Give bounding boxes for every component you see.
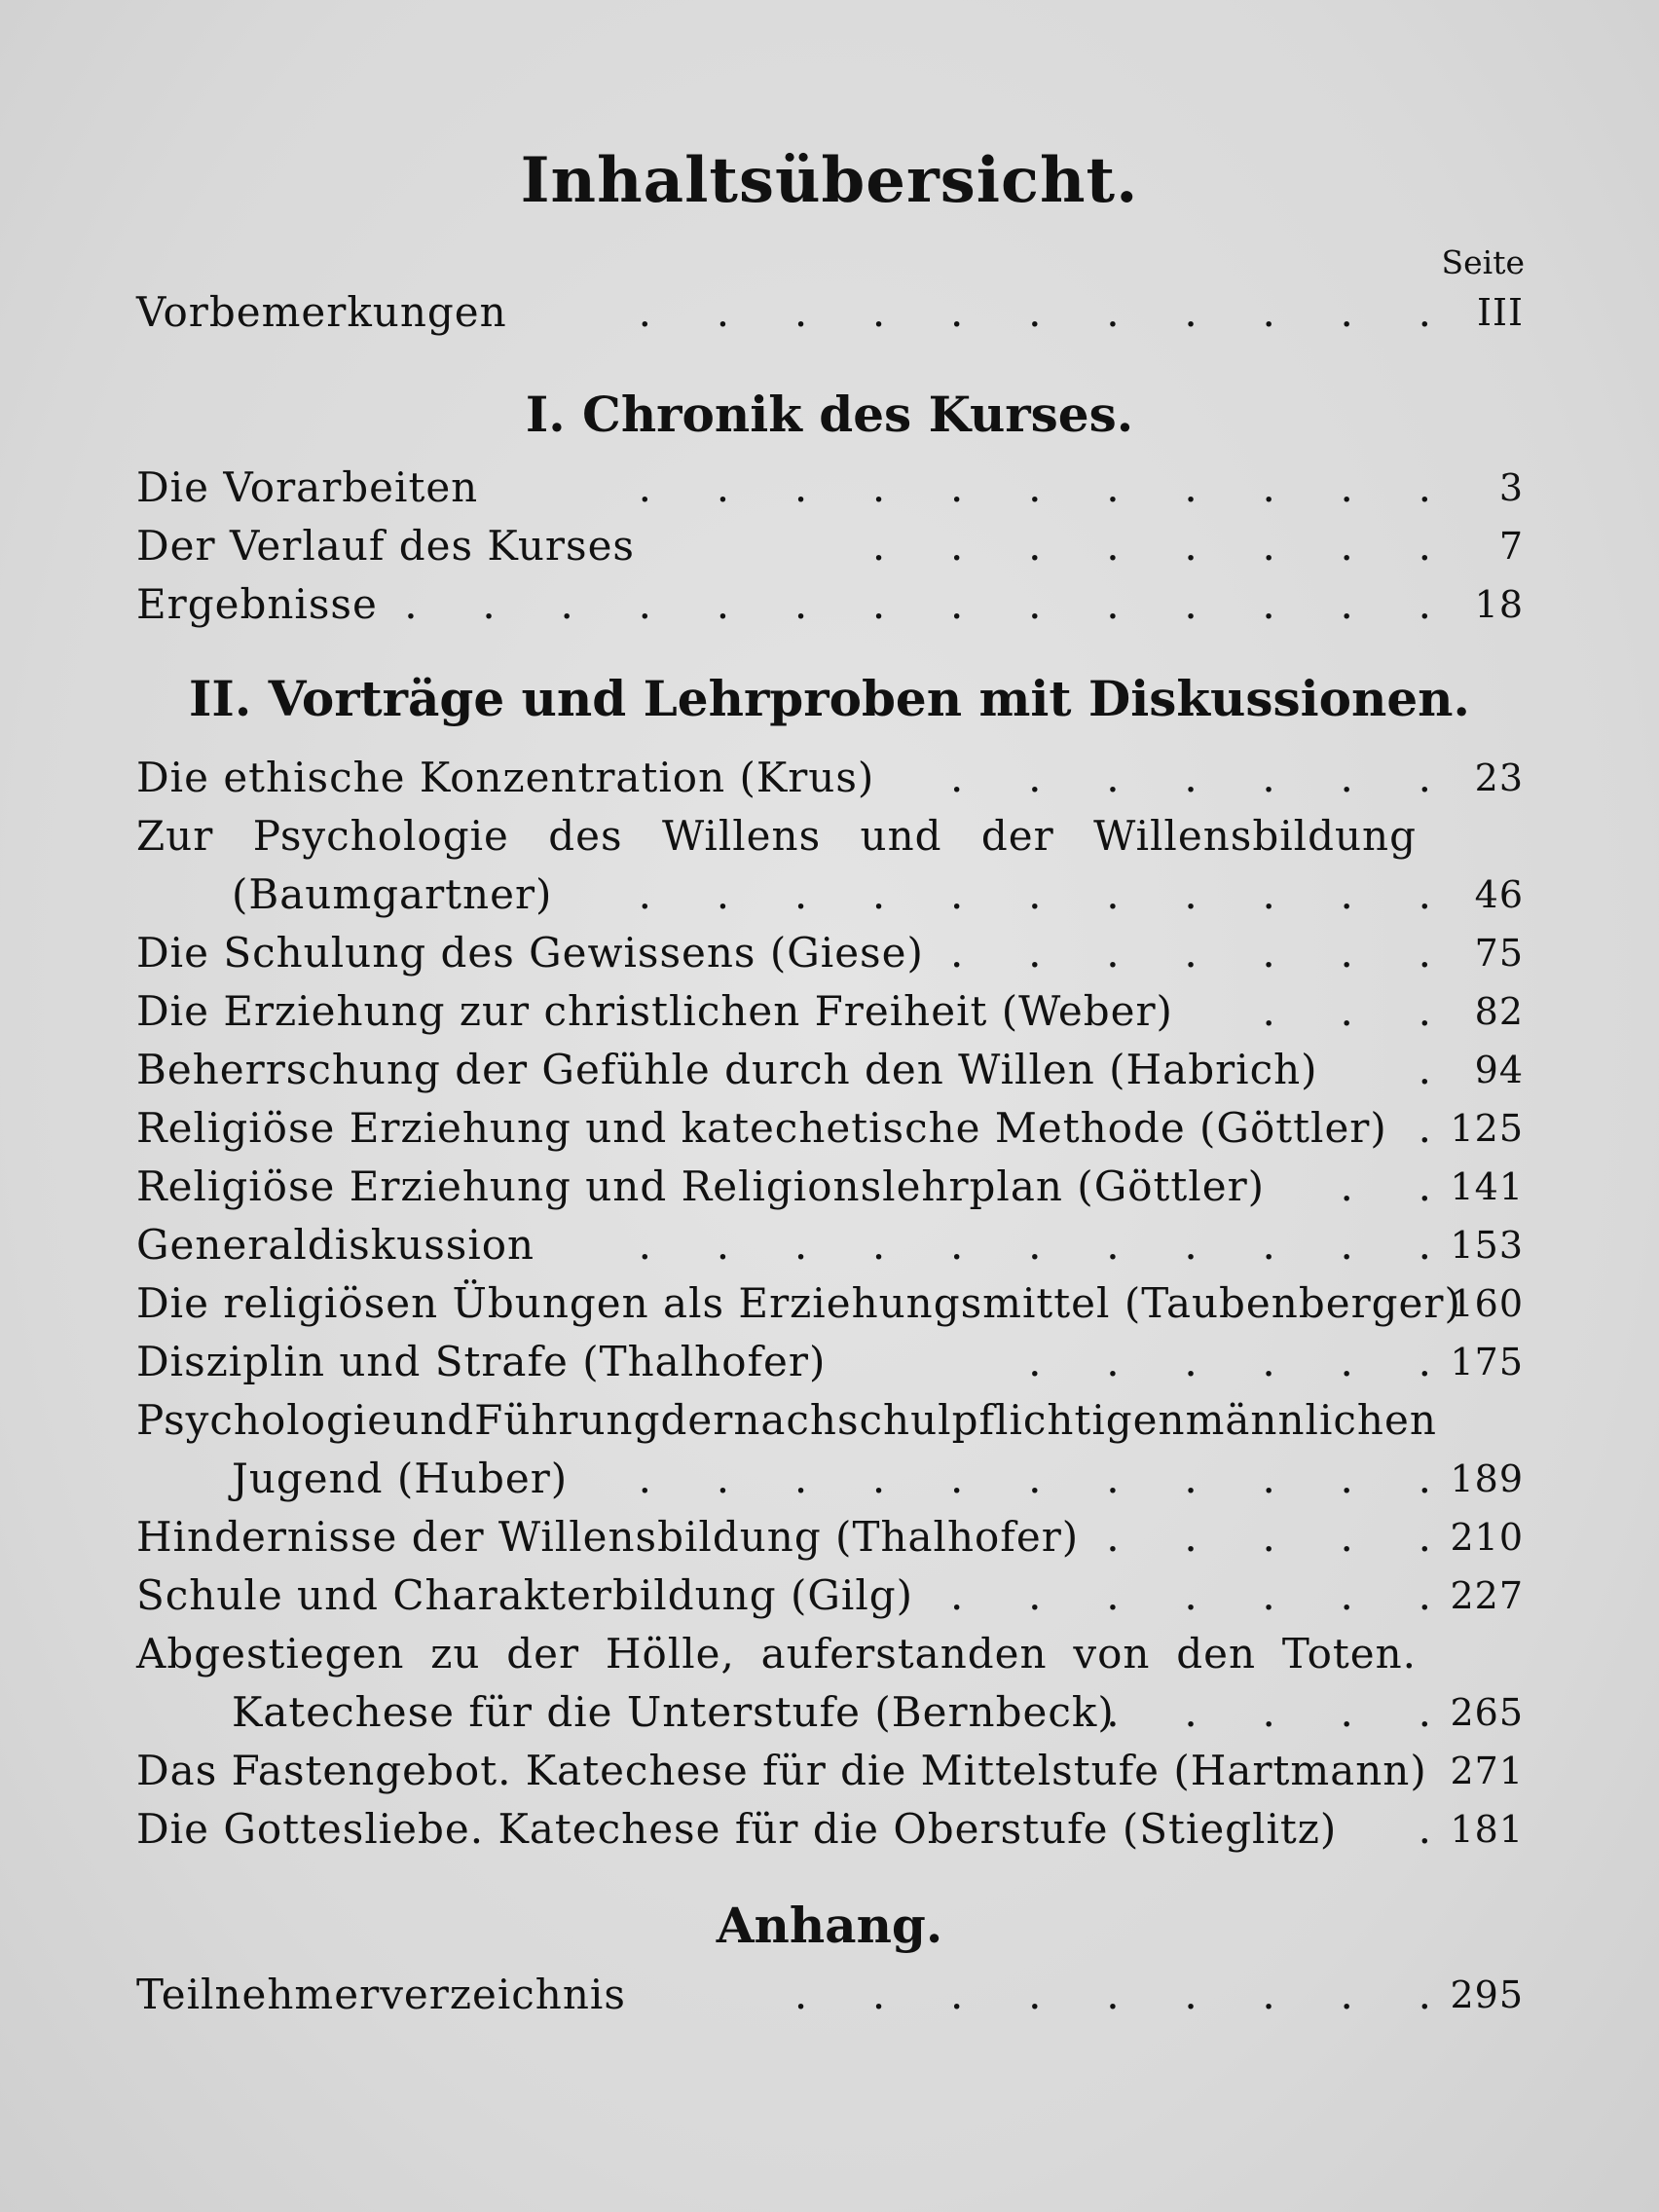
dot-leader: . . . . .: [1106, 1513, 1431, 1561]
entry-text: [136, 808, 1417, 865]
entry-text: Jugend (Huber): [232, 1455, 569, 1502]
dot-leader: .: [1418, 1046, 1431, 1093]
dot-leader: . .: [1340, 1162, 1431, 1210]
toc-entry: [136, 1743, 1524, 1799]
toc-entry: [136, 518, 1524, 574]
entry-text: Generaldiskussion: [136, 1221, 535, 1269]
word: Psychologie: [252, 812, 509, 860]
entry-page: 94: [1474, 1049, 1524, 1091]
toc-entry: [136, 1334, 1524, 1390]
toc-entry: [136, 1100, 1524, 1157]
entry-text: Religiöse Erziehung und Religionslehrplan (Göttler): [136, 1162, 1266, 1210]
dot-leader: .: [1418, 1104, 1431, 1152]
entry-page: 18: [1474, 583, 1524, 626]
entry-text: Die Vorarbeiten: [136, 463, 479, 511]
word: Willensbildung: [1093, 812, 1417, 860]
entry-page: III: [1476, 291, 1524, 334]
dot-leader: . . . . . . .: [950, 929, 1431, 977]
word: und: [860, 812, 942, 860]
entry-text: Disziplin und Strafe (Thalhofer): [136, 1338, 827, 1385]
dot-leader: . . . . . . . . . . .: [638, 1221, 1431, 1269]
section-heading-anhang: Anhang.: [716, 1897, 943, 1954]
toc-entry: [136, 1275, 1524, 1332]
toc-entry: [136, 460, 1524, 516]
word: von: [1073, 1630, 1151, 1677]
entry-page: 7: [1498, 525, 1524, 568]
entry-text: Das Fastengebot. Katechese für die Mittelstufe (Hartmann): [136, 1747, 1427, 1794]
entry-text: Die Schulung des Gewissens (Giese): [136, 929, 924, 977]
entry-page: 295: [1450, 1973, 1524, 2016]
entry-page: 181: [1450, 1808, 1524, 1851]
entry-text: Vorbemerkungen: [136, 288, 507, 336]
entry-text: Religiöse Erziehung und katechetische Methode (Göttler): [136, 1104, 1387, 1152]
entry-text: (Baumgartner): [232, 870, 553, 918]
word: Führung: [474, 1396, 661, 1444]
dot-leader: . . . . . . .: [950, 754, 1431, 801]
section-heading-1: I. Chronik des Kurses.: [525, 386, 1134, 443]
toc-entry: [136, 808, 1524, 865]
entry-page: 3: [1498, 466, 1524, 509]
entry-text: Katechese für die Unterstufe (Bernbeck): [232, 1688, 1115, 1736]
entry-text: [136, 1626, 1417, 1682]
word: und: [392, 1396, 475, 1444]
page-title: Inhaltsübersicht.: [520, 144, 1139, 217]
entry-page: 189: [1450, 1457, 1524, 1500]
entry-text: Die Erziehung zur christlichen Freiheit (Weber): [136, 987, 1173, 1035]
word: Psychologie: [136, 1396, 393, 1444]
entry-page: 265: [1450, 1691, 1524, 1734]
entry-page: 210: [1450, 1516, 1524, 1559]
entry-page: 82: [1474, 990, 1524, 1033]
section-heading-2: II. Vorträge und Lehrproben mit Diskussionen.: [189, 670, 1470, 727]
entry-page: 75: [1474, 932, 1524, 975]
dot-leader: . . . . . . . .: [871, 522, 1431, 570]
dot-leader: . . .: [1262, 987, 1431, 1035]
toc-entry: [136, 1159, 1524, 1215]
dot-leader: . . . . . . . . .: [793, 1971, 1431, 2018]
seite-label: Seite: [1441, 243, 1525, 281]
word: der: [660, 1396, 734, 1444]
dot-leader: . . . . . .: [1028, 1338, 1431, 1385]
toc-entry: [136, 1217, 1524, 1273]
entry-text: Beherrschung der Gefühle durch den Willen (Habrich): [136, 1046, 1318, 1093]
dot-leader: .: [1418, 1805, 1431, 1853]
entry-page: 271: [1450, 1750, 1524, 1792]
entry-page: 175: [1450, 1341, 1524, 1383]
toc-entry: [136, 983, 1524, 1040]
toc-entry: [136, 750, 1524, 806]
entry-text: Hindernisse der Willensbildung (Thalhofer): [136, 1513, 1080, 1561]
word: männlichen: [1185, 1396, 1437, 1444]
toc-entry: [136, 1042, 1524, 1098]
toc-entry: [136, 1626, 1524, 1682]
entry-text: [136, 1392, 1437, 1449]
entry-page: 141: [1450, 1165, 1524, 1208]
entry-text: Die Gottesliebe. Katechese für die Oberstufe (Stieglitz): [136, 1805, 1338, 1853]
toc-entry: [136, 1392, 1524, 1449]
toc-entry: [136, 576, 1524, 633]
toc-entry: [136, 1684, 1524, 1741]
toc-entry: [136, 925, 1524, 981]
entry-text: Schule und Charakterbildung (Gilg): [136, 1571, 914, 1619]
dot-leader: . . . . . . .: [950, 1571, 1431, 1619]
entry-page: 23: [1474, 756, 1524, 799]
word: den: [1176, 1630, 1257, 1677]
entry-page: 46: [1474, 873, 1524, 916]
dot-leader: . . . . .: [1106, 1688, 1431, 1736]
word: auferstanden: [760, 1630, 1048, 1677]
word: Hölle,: [605, 1630, 735, 1677]
entry-text: Der Verlauf des Kurses: [136, 522, 635, 570]
word: Zur: [136, 812, 214, 860]
dot-leader: . . . . . . . . . . .: [638, 288, 1431, 336]
entry-page: 153: [1450, 1224, 1524, 1267]
dot-leader: . . . . . . . . . . . . . .: [404, 580, 1431, 628]
entry-text: Die religiösen Übungen als Erziehungsmittel (Taubenberger): [136, 1279, 1461, 1327]
dot-leader: . . . . . . . . . . .: [638, 1455, 1431, 1502]
entry-text: Ergebnisse: [136, 580, 378, 628]
toc-entry-vorbemerkungen: [136, 284, 1524, 341]
word: Abgestiegen: [136, 1630, 405, 1677]
entry-page: 160: [1450, 1282, 1524, 1325]
toc-entry: [136, 866, 1524, 923]
toc-entry: [136, 1967, 1524, 2023]
word: nachschulpflichtigen: [733, 1396, 1186, 1444]
toc-entry: [136, 1567, 1524, 1624]
dot-leader: . . . . . . . . . . .: [638, 870, 1431, 918]
entry-text: Die ethische Konzentration (Krus): [136, 754, 875, 801]
toc-entry: [136, 1451, 1524, 1507]
word: Toten.: [1281, 1630, 1417, 1677]
entry-page: 227: [1450, 1574, 1524, 1617]
dot-leader: . . . . . . . . . . .: [638, 463, 1431, 511]
word: zu: [430, 1630, 481, 1677]
toc-entry: [136, 1801, 1524, 1858]
word: der: [506, 1630, 580, 1677]
word: des: [548, 812, 623, 860]
toc-entry: [136, 1509, 1524, 1566]
entry-page: 125: [1450, 1107, 1524, 1150]
word: Willens: [661, 812, 822, 860]
entry-text: Teilnehmerverzeichnis: [136, 1971, 626, 2018]
word: der: [980, 812, 1054, 860]
